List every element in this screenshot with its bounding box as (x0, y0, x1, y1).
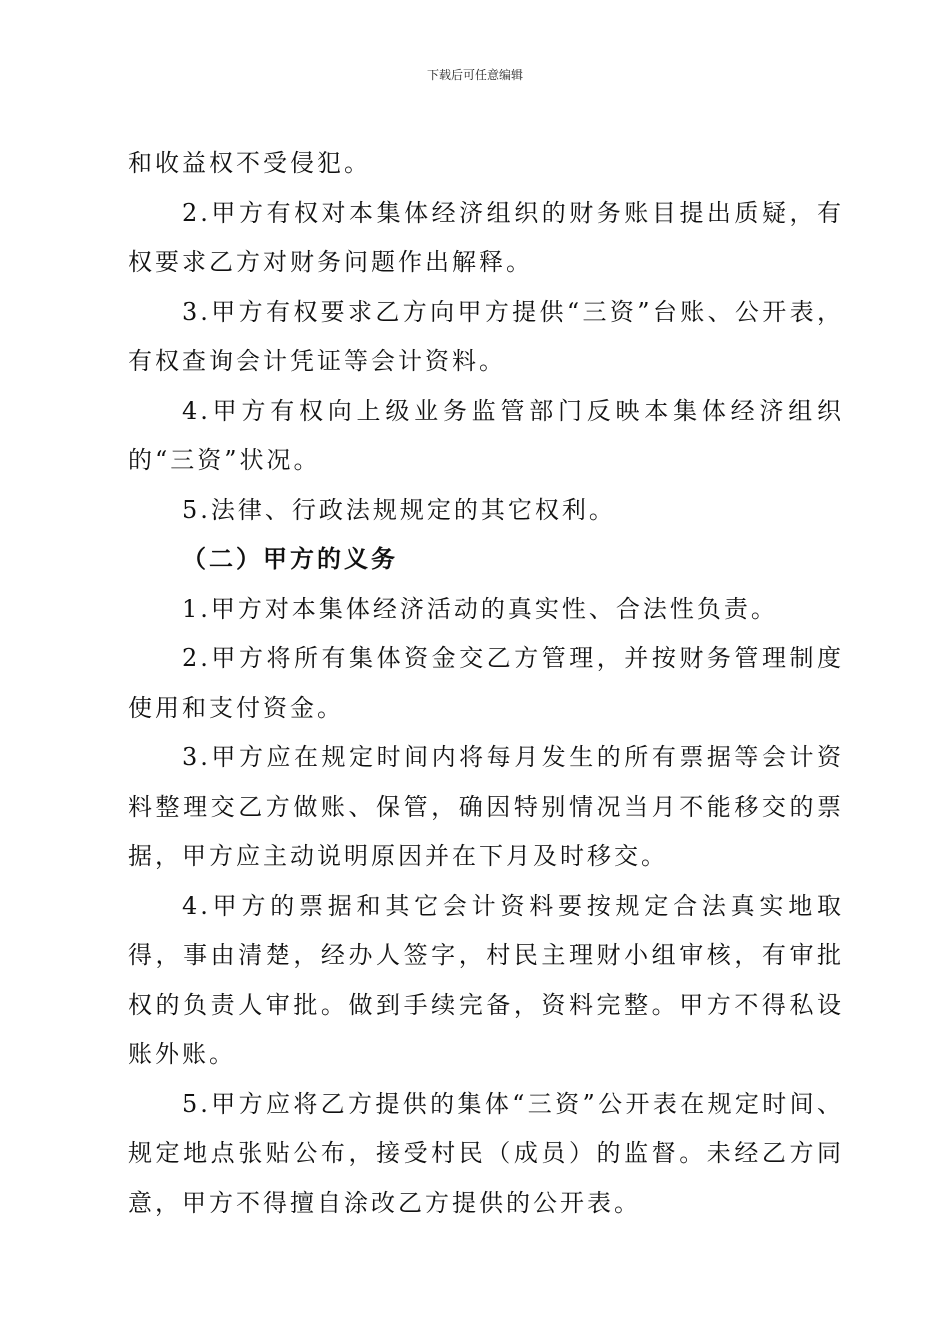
paragraph-obligation-4: 4.甲方的票据和其它会计资料要按规定合法真实地取得，事由清楚，经办人签字，村民主理财小组审核，有审批权的负责人审批。做到手续完备，资料完整。甲方不得私设账外账。 (128, 891, 844, 1068)
section-heading-obligations: （二）甲方的义务 (182, 545, 398, 573)
paragraph-obligation-1: 1.甲方对本集体经济活动的真实性、合法性负责。 (182, 594, 778, 623)
paragraph-obligation-2: 2.甲方将所有集体资金交乙方管理，并按财务管理制度使用和支付资金。 (128, 644, 844, 722)
paragraph-right-5: 5.法律、行政法规规定的其它权利。 (182, 495, 616, 524)
document-body (128, 139, 844, 1228)
paragraph-right-4: 4.甲方有权向上级业务监管部门反映本集体经济组织的“三资”状况。 (128, 396, 844, 474)
paragraph-right-2: 2.甲方有权对本集体经济组织的财务账目提出质疑，有权要求乙方对财务问题作出解释。 (128, 198, 844, 276)
paragraph-obligation-5: 5.甲方应将乙方提供的集体“三资”公开表在规定时间、规定地点张贴公布，接受村民（成员）的监督。未经乙方同意，甲方不得擅自涂改乙方提供的公开表。 (128, 1089, 844, 1217)
paragraph-obligation-3: 3.甲方应在规定时间内将每月发生的所有票据等会计资料整理交乙方做账、保管，确因特别情况当月不能移交的票据，甲方应主动说明原因并在下月及时移交。 (128, 743, 844, 870)
paragraph-right-3: 3.甲方有权要求乙方向甲方提供“三资”台账、公开表，有权查询会计凭证等会计资料。 (128, 297, 844, 375)
page-header: 下载后可任意编辑 (426, 68, 523, 82)
paragraph-continuation: 和收益权不受侵犯。 (128, 149, 371, 177)
